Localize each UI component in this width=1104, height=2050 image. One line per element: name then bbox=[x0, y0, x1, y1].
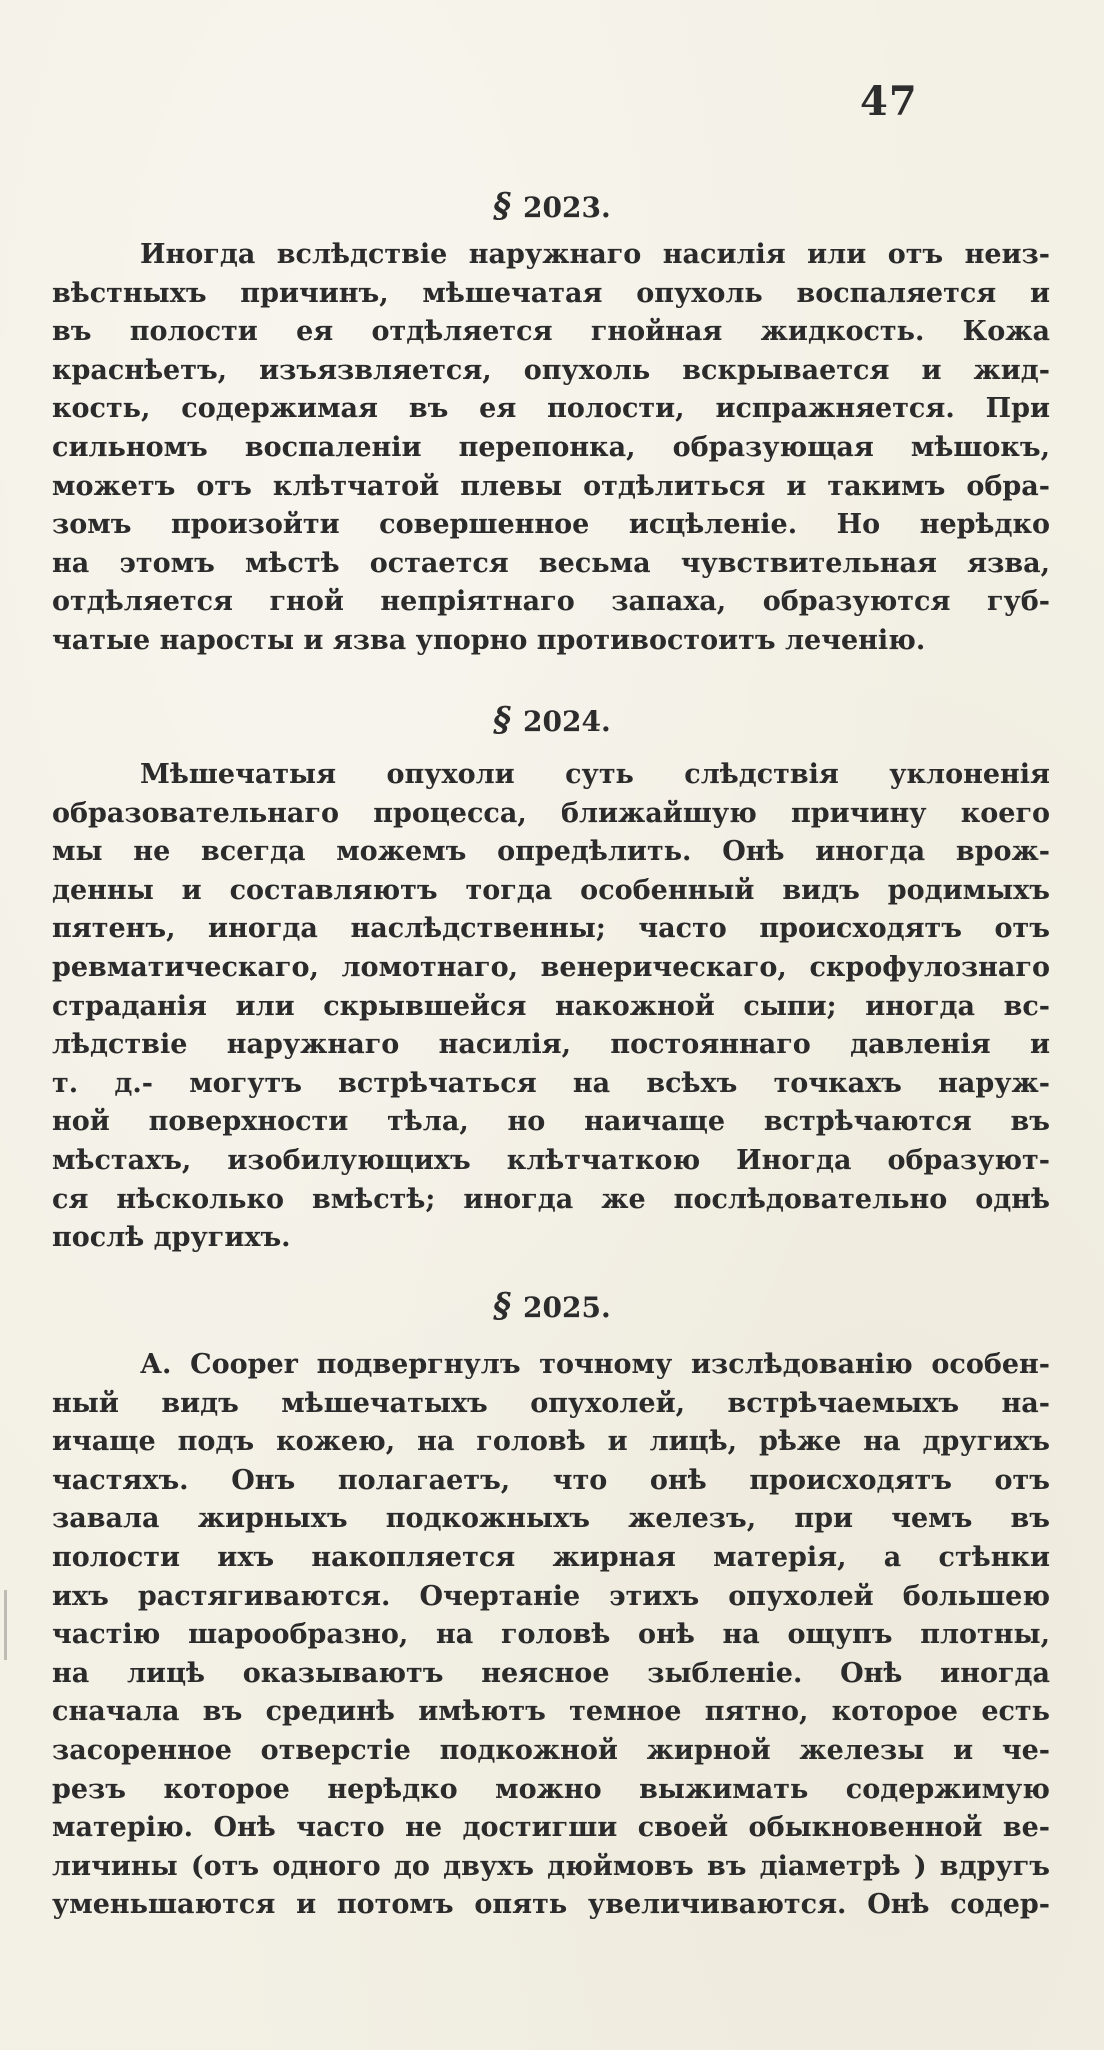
section-heading-2025 bbox=[0, 1286, 1104, 1326]
text-line: уменьшаются и потомъ опять увеличиваются. Онѣ содер- bbox=[52, 1889, 1050, 1921]
text-line: т. д.- могутъ встрѣчаться на всѣхъ точкахъ наруж- bbox=[52, 1067, 1050, 1099]
text-line: можетъ отъ клѣтчатой плевы отдѣлиться и такимъ обра- bbox=[52, 470, 1050, 502]
text-line: зомъ произойти совершенное исцѣленіе. Но нерѣдко bbox=[52, 509, 1050, 541]
text-line: ичаще подъ кожею, на головѣ и лицѣ, рѣже на другихъ bbox=[52, 1426, 1050, 1458]
section-symbol: § bbox=[493, 1286, 512, 1326]
paragraph-2023 bbox=[52, 236, 1050, 661]
section-number: 2025. bbox=[523, 1291, 611, 1324]
section-symbol: § bbox=[493, 186, 512, 226]
text-line: на лицѣ оказываютъ неясное зыбленіе. Онѣ иногда bbox=[52, 1657, 1050, 1689]
text-line: образовательнаго процесса, ближайшую причину коего bbox=[52, 797, 1050, 829]
text-line: чатые наросты и язва упорно противостоитъ леченію. bbox=[52, 624, 926, 656]
text-line: мы не всегда можемъ опредѣлить. Онѣ иногда врож- bbox=[52, 836, 1050, 868]
page-edge-mark bbox=[4, 1590, 7, 1660]
text-line: частію шарообразно, на головѣ онѣ на ощупъ плотны, bbox=[52, 1619, 1050, 1651]
text-line: мѣстахъ, изобилующихъ клѣтчаткою Иногда образуют- bbox=[52, 1144, 1050, 1176]
text-line: краснѣетъ, изъязвляется, опухоль вскрывается и жид- bbox=[52, 354, 1050, 386]
text-line: частяхъ. Онъ полагаетъ, что онѣ происходятъ отъ bbox=[52, 1464, 1050, 1496]
text-line: сильномъ воспаленіи перепонка, образующая мѣшокъ, bbox=[52, 431, 1050, 463]
text-line: послѣ другихъ. bbox=[52, 1222, 291, 1254]
paragraph-2024 bbox=[52, 756, 1050, 1258]
text-line: ревматическаго, ломотнаго, венерическаго, скрофулознаго bbox=[52, 951, 1050, 983]
text-line: Иногда вслѣдствіе наружнаго насилія или отъ неиз- bbox=[140, 239, 1050, 270]
text-line: денны и составляютъ тогда особенный видъ родимыхъ bbox=[52, 874, 1050, 906]
text-line: на этомъ мѣстѣ остается весьма чувствительная язва, bbox=[52, 547, 1050, 579]
text-line: въ полости ея отдѣляется гнойная жидкость. Кожа bbox=[52, 316, 1050, 348]
section-heading-2024 bbox=[0, 700, 1104, 740]
text-line: Мѣшечатыя опухоли суть слѣдствія уклоненія bbox=[140, 759, 1050, 790]
page-number: 47 bbox=[860, 78, 918, 125]
text-line: ный видъ мѣшечатыхъ опухолей, встрѣчаемыхъ на- bbox=[52, 1387, 1050, 1419]
text-line: матерію. Онѣ часто не достигши своей обыкновенной ве- bbox=[52, 1812, 1050, 1844]
text-line: ся нѣсколько вмѣстѣ; иногда же послѣдовательно однѣ bbox=[52, 1183, 1050, 1215]
text-line: страданія или скрывшейся накожной сыпи; иногда вс- bbox=[52, 990, 1050, 1022]
section-number: 2024. bbox=[523, 705, 611, 738]
text-line: пятенъ, иногда наслѣдственны; часто происходятъ отъ bbox=[52, 913, 1050, 945]
section-number: 2023. bbox=[523, 191, 611, 224]
text-line: лѣдствіе наружнаго насилія, постояннаго давленія и bbox=[52, 1029, 1050, 1061]
text-line: А. Cooper подвергнулъ точному изслѣдованію особен- bbox=[140, 1349, 1050, 1380]
text-line: полости ихъ накопляется жирная матерія, а стѣнки bbox=[52, 1541, 1050, 1573]
section-heading-2023 bbox=[0, 186, 1104, 226]
text-line: завала жирныхъ подкожныхъ железъ, при чемъ въ bbox=[52, 1503, 1050, 1535]
text-line: ной поверхности тѣла, но наичаще встрѣчаются въ bbox=[52, 1106, 1050, 1138]
paragraph-2025 bbox=[52, 1346, 1050, 1925]
text-line: вѣстныхъ причинъ, мѣшечатая опухоль воспаляется и bbox=[52, 277, 1050, 309]
text-line: кость, содержимая въ ея полости, испражняется. При bbox=[52, 393, 1050, 425]
text-line: отдѣляется гной непріятнаго запаха, образуются губ- bbox=[52, 586, 1050, 618]
text-line: личины (отъ одного до двухъ дюймовъ въ діаметрѣ ) вдругъ bbox=[52, 1850, 1050, 1882]
text-line: сначала въ срединѣ имѣютъ темное пятно, которое есть bbox=[52, 1696, 1050, 1728]
text-line: ихъ растягиваются. Очертаніе этихъ опухолей большею bbox=[52, 1580, 1050, 1612]
section-symbol: § bbox=[493, 700, 512, 740]
text-line: засоренное отверстіе подкожной жирной железы и че- bbox=[52, 1734, 1050, 1766]
text-line: резъ которое нерѣдко можно выжимать содержимую bbox=[52, 1773, 1050, 1805]
